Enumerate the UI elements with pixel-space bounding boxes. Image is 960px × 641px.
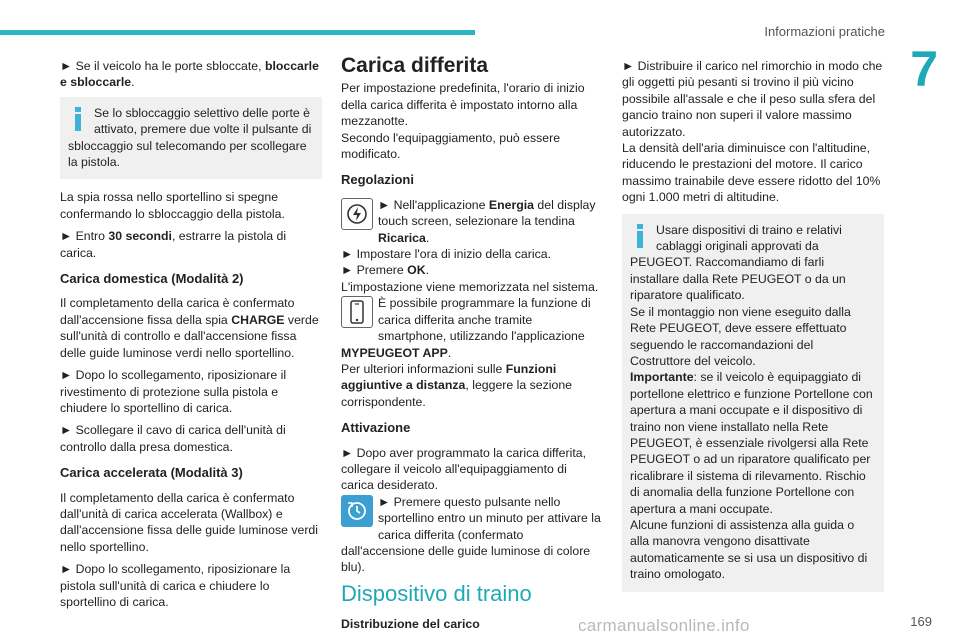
paragraph: Il completamento della carica è confermato dall'unità di carica accelerata (Wallbox) e dall'accensione fissa delle guide luminose verdi nello sportellino. [60, 490, 319, 554]
paragraph: Per impostazione predefinita, l'orario di inizio della carica differita è impostato intorno alla mezzanotte. [341, 81, 585, 129]
page-number: 169 [910, 614, 932, 629]
column-1 [60, 58, 322, 616]
paragraph: La spia rossa nello sportellino si spegne confermando lo sbloccaggio della pistola. [60, 190, 285, 221]
column-2 [341, 54, 603, 641]
paragraph: Secondo l'equipaggiamento, può essere modificato. [341, 130, 561, 162]
watermark: carmanualsonline.info [578, 616, 750, 635]
bullet: ► Dopo aver programmato la carica differita, collegare il veicolo all'equipaggiamento di carica desiderato. [341, 445, 587, 493]
subheading-domestica: Carica domestica (Modalità 2) [60, 271, 244, 287]
bullet: ► Premere OK. [341, 263, 430, 278]
header-accent-bar [0, 30, 475, 35]
info-icon [68, 105, 90, 135]
charge-plug-icon [341, 198, 373, 230]
activation-block: ► Premere questo pulsante nello sportellino entro un minuto per attivare la carica differita (confermato dall'accensione delle guide luminose di colore blu). [341, 494, 601, 575]
info-note [622, 214, 884, 592]
chapter-number: 7 [910, 41, 938, 97]
info-icon [630, 222, 652, 252]
paragraph: ► Se il veicolo ha le porte sbloccate, bloccarle e sbloccarle. [60, 59, 319, 90]
subheading-regolazioni: Regolazioni [341, 172, 414, 188]
bullet: ► Distribuire il carico nel rimorchio in modo che gli oggetti più pesanti si trovino il più vicino possibile all'assale e che il peso sulla sfera del gancio traino non superi il valore massimo autorizzato. [622, 59, 883, 139]
smartphone-block: È possibile programmare la funzione di carica differita anche tramite smartphone, utilizzando l'applicazione MYPEUGEOT APP. [341, 296, 591, 360]
subheading-accelerata: Carica accelerata (Modalità 3) [60, 465, 243, 481]
bullet: ► Dopo lo scollegamento, riposizionare il rivestimento di protezione sulla pistola e chiudere lo sportellino di carica. [60, 368, 287, 415]
paragraph: ► Entro 30 secondi, estrarre la pistola di carica. [60, 229, 287, 260]
paragraph: Per ulteriori informazioni sulle Funzioni aggiuntive a distanza, leggere la sezione corrispondente. [341, 361, 573, 409]
deferred-charge-button-icon [341, 495, 373, 527]
paragraph: La densità dell'aria diminuisce con l'altitudine, riducendo le prestazioni del motore. Il carico massimo trainabile deve essere ridotto del 10% ogni 1.000 metri di altitudine. [622, 141, 881, 205]
paragraph: Il completamento della carica è confermato dall'accensione fissa della spia CHARGE verde sull'unità di controllo e dall'accensione fissa delle guide luminose verdi nello sportellino. [60, 296, 319, 360]
note-text: Se il montaggio non viene eseguito dalla Rete PEUGEOT, deve essere effettuato seguendo le raccomandazioni del Costruttore del veicolo. [630, 304, 851, 368]
paragraph: L'impostazione viene memorizzata nel sistema. [341, 279, 599, 294]
note-text: Se lo sbloccaggio selettivo delle porte è attivato, premere due volte il pulsante di sbloccaggio sul telecomando per scollegare la pistola. [68, 105, 312, 170]
subheading-attivazione: Attivazione [341, 420, 411, 436]
page-header-title: Informazioni pratiche [764, 24, 885, 39]
regolazioni-block: ► Nell'applicazione Energia del display touch screen, selezionare la tendina Ricarica. [341, 197, 603, 246]
note-text: Alcune funzioni di assistenza alla guida o alla manovra vengono disattivate automaticamente se si usa un dispositivo di traino omologato. [630, 517, 868, 582]
bullet: ► Dopo lo scollegamento, riposizionare la pistola sull'unità di carica e chiudere lo sportellino di carica. [60, 562, 291, 609]
info-note [60, 97, 322, 180]
section-title-carica-differita: Carica differita [341, 54, 489, 77]
note-text: Importante: se il veicolo è equipaggiato di portellone elettrico e funzione Portellone con apertura a mani occupate e il dispositivo di traino non viene installato nella Rete PEUGEOT, è essenziale rivolgersi alla Rete PEUGEOT o ad un riparatore qualificato per ricalibrare il sistema di rilevamento. Rischio di anomalia della funzione Portellone con apertura a mani occupate. [630, 370, 873, 516]
bullet: ► Impostare l'ora di inizio della carica. [341, 247, 551, 262]
section-title-dispositivo-traino: Dispositivo di traino [341, 580, 532, 606]
bullet: ► Scollegare il cavo di carica dell'unità di controllo dalla presa domestica. [60, 423, 286, 454]
column-3 [622, 58, 884, 602]
subheading-distribuzione: Distribuzione del carico [341, 617, 480, 632]
smartphone-icon [341, 296, 373, 328]
note-text: Usare dispositivi di traino e relativi cablaggi originali approvati da PEUGEOT. Raccomandiamo di farli installare dalla Rete PEUGEOT o da un riparatore qualificato. [630, 222, 846, 303]
